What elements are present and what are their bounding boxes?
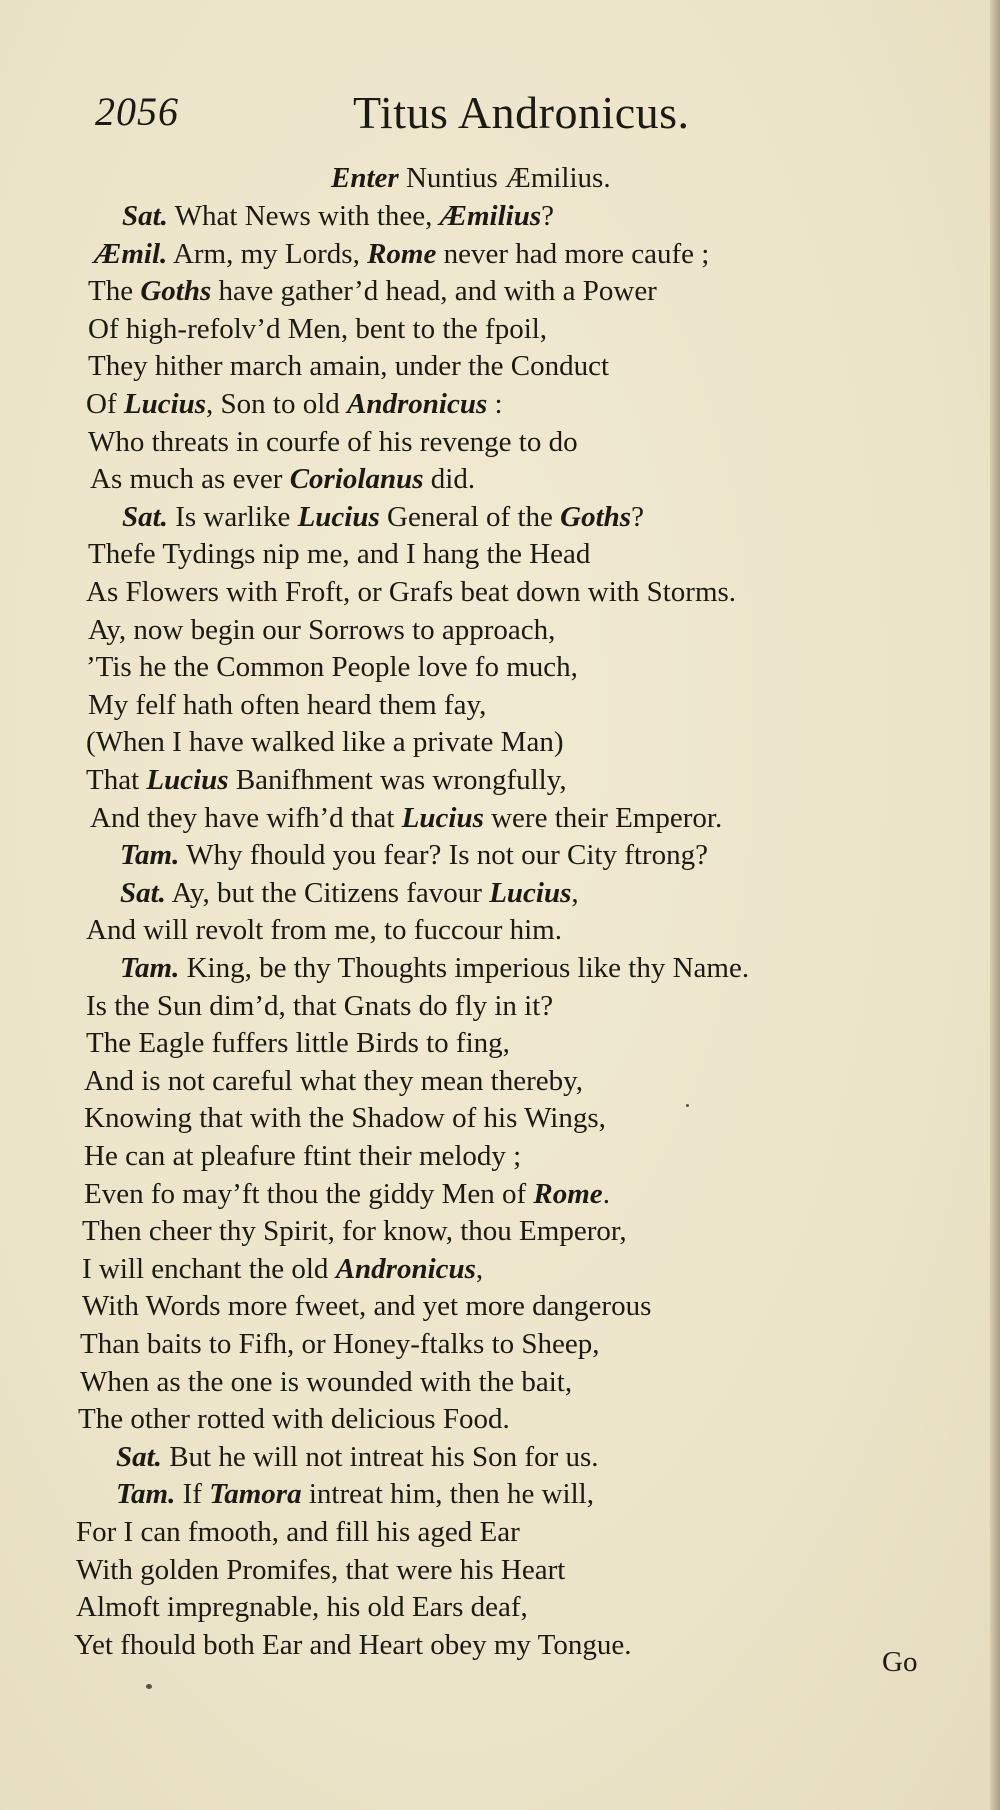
italic-name: Andronicus	[335, 1252, 476, 1285]
line-text: And they have wifh’d that	[90, 801, 402, 834]
line-text: ,	[571, 876, 579, 909]
line-text: Of high-refolv’d Men, bent to the fpoil,	[88, 312, 548, 345]
line-text: As Flowers with Froft, or Grafs beat down with Storms.	[86, 576, 737, 608]
line-text: Then cheer thy Spirit, for know, thou Emperor,	[82, 1215, 627, 1248]
line-text: Ay, now begin our Sorrows to approach,	[88, 613, 556, 646]
line-text: did.	[423, 463, 476, 496]
speaker-name: Tam.	[120, 952, 180, 984]
verse-line	[86, 386, 503, 422]
verse-line	[88, 273, 657, 309]
speech-line	[120, 837, 708, 873]
verse-line	[86, 574, 736, 610]
italic-name: Lucius	[297, 500, 380, 533]
line-text: Even fo may’ft thou the giddy Men of	[84, 1177, 534, 1210]
verse-line	[88, 424, 578, 460]
verse-line	[86, 912, 562, 948]
speech-line	[120, 875, 579, 911]
speech-line	[122, 198, 554, 234]
line-text: The other rotted with delicious Food.	[78, 1403, 510, 1436]
line-text: When as the one is wounded with the bait,	[80, 1365, 573, 1398]
page-edge	[990, 0, 1000, 1810]
speech-line	[116, 1439, 599, 1475]
verse-line	[88, 348, 609, 384]
verse-line	[88, 311, 547, 347]
speech-line	[120, 950, 749, 986]
line-text: Is warlike	[167, 500, 298, 533]
italic-name: Lucius	[123, 388, 207, 420]
verse-line	[86, 762, 567, 798]
line-text: They hither march amain, under the Conduct	[88, 350, 610, 383]
line-text: With Words more fweet, and yet more dangerous	[82, 1290, 652, 1323]
line-text: Knowing that with the Shadow of his Wings,	[84, 1102, 606, 1135]
line-text: Yet fhould both Ear and Heart obey my Tongue.	[74, 1628, 632, 1661]
speaker-name: Tam.	[120, 839, 180, 872]
line-text: Ay, but the Citizens favour	[165, 876, 490, 909]
line-text: (When I have walked like a private Man)	[86, 726, 564, 759]
line-text: Almoft impregnable, his old Ears deaf,	[76, 1591, 528, 1624]
line-text: Of	[86, 388, 124, 420]
line-text: Banifhment was wrongfully,	[228, 764, 567, 796]
running-title: Titus Andronicus.	[353, 87, 690, 138]
verse-line	[82, 1288, 651, 1324]
line-text: Thefe Tydings nip me, and I hang the Head	[88, 538, 591, 571]
verse-line	[74, 1627, 631, 1663]
verse-line	[84, 1138, 521, 1174]
line-text: have gather’d head, and with a Power	[211, 275, 657, 308]
verse-line	[86, 649, 578, 685]
speech-line	[94, 236, 709, 272]
speaker-name: Sat.	[116, 1440, 162, 1473]
line-text: ’Tis he the Common People love fo much,	[86, 651, 578, 684]
verse-line	[84, 1063, 583, 1099]
line-text: The Eagle fuffers little Birds to fing,	[86, 1027, 510, 1060]
speaker-name: Tam.	[116, 1478, 176, 1511]
line-text: ?	[541, 200, 555, 232]
line-text: I will enchant the old	[82, 1252, 336, 1285]
verse-line	[78, 1401, 510, 1437]
italic-name: Lucius	[401, 801, 484, 834]
line-text: were their Emperor.	[483, 801, 723, 834]
verse-line	[86, 724, 563, 760]
line-text: With golden Promifes, that were his Heart	[76, 1553, 566, 1586]
verse-line	[88, 687, 486, 723]
stage-direction-enter: Enter	[331, 162, 399, 194]
stage-direction	[331, 160, 611, 196]
ink-speck	[146, 1684, 152, 1689]
line-text: That	[86, 764, 147, 796]
verse-line	[76, 1589, 528, 1625]
line-text: , Son to old	[206, 388, 348, 420]
italic-name: Æmilius	[439, 200, 542, 232]
line-text: ,	[475, 1252, 484, 1285]
speaker-name: Sat.	[122, 500, 168, 533]
italic-name: Goths	[560, 500, 632, 533]
line-text: Why fhould you fear? Is not our City ftrong?	[179, 839, 708, 872]
verse-line	[90, 800, 722, 836]
verse-line	[82, 1213, 627, 1249]
line-text: And will revolt from me, to fuccour him.	[86, 914, 562, 947]
running-header	[95, 88, 735, 148]
verse-line	[80, 1364, 572, 1400]
verse-line	[86, 988, 553, 1024]
line-text: :	[487, 388, 503, 420]
page-number: 2056	[95, 89, 179, 134]
line-text: What News with thee,	[167, 200, 440, 232]
line-text: ?	[631, 500, 644, 533]
line-text: never had more caufe ;	[436, 237, 710, 270]
line-text: And is not careful what they mean thereby,	[84, 1064, 584, 1097]
verse-line	[76, 1552, 565, 1588]
verse-line	[76, 1514, 520, 1550]
verse-line	[88, 612, 555, 648]
stage-direction-names: Nuntius Æmilius.	[405, 162, 611, 194]
italic-name: Lucius	[146, 764, 229, 796]
italic-name: Andronicus	[347, 388, 488, 420]
line-text: King, be thy Thoughts imperious like thy Name.	[179, 952, 750, 984]
verse-line	[82, 1251, 483, 1287]
italic-name: Coriolanus	[289, 463, 424, 496]
line-text: If	[175, 1478, 210, 1511]
speech-line	[122, 499, 644, 535]
line-text: Than baits to Fifh, or Honey-ftalks to Sheep,	[80, 1328, 600, 1360]
italic-name: Tamora	[209, 1478, 302, 1511]
line-text: For I can fmooth, and fill his aged Ear	[76, 1516, 520, 1548]
speaker-name: Æmil.	[94, 237, 168, 270]
verse-line	[84, 1100, 606, 1136]
italic-name: Lucius	[489, 876, 572, 909]
italic-name: Rome	[367, 237, 437, 270]
italic-name: Goths	[140, 275, 212, 308]
verse-line	[90, 461, 475, 497]
verse-line	[88, 536, 590, 572]
line-text: .	[602, 1177, 610, 1210]
line-text: Who threats in courfe of his revenge to do	[88, 425, 578, 458]
speaker-name: Sat.	[120, 876, 166, 909]
line-text: General of the	[379, 500, 561, 533]
line-text: My felf hath often heard them fay,	[88, 688, 487, 721]
catchword: Go	[882, 1646, 918, 1678]
verse-line	[84, 1176, 610, 1212]
line-text: He can at pleafure ftint their melody ;	[84, 1140, 522, 1172]
ink-speck	[686, 1104, 689, 1107]
line-text: intreat him, then he will,	[301, 1478, 594, 1511]
verse-line	[86, 1025, 510, 1061]
italic-name: Rome	[533, 1177, 603, 1210]
line-text: But he will not intreat his Son for us.	[161, 1440, 599, 1473]
line-text: Is the Sun dim’d, that Gnats do fly in it?	[86, 989, 554, 1022]
line-text: Arm, my Lords,	[167, 237, 368, 270]
line-text: The	[88, 275, 141, 308]
line-text: As much as ever	[90, 463, 290, 496]
speech-line	[116, 1476, 594, 1512]
speaker-name: Sat.	[122, 200, 168, 232]
verse-line	[80, 1326, 600, 1362]
